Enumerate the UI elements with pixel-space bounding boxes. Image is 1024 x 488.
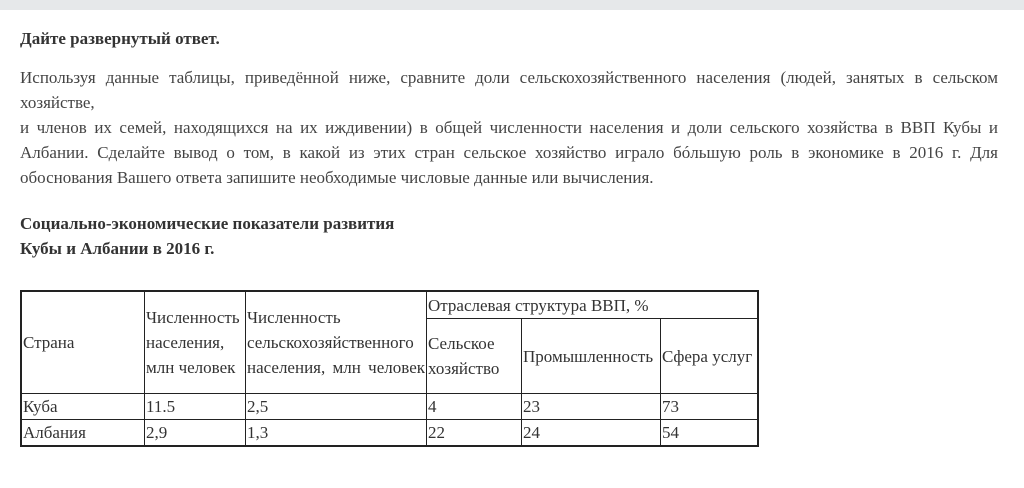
cell-agriculture: 4 (427, 394, 522, 420)
top-bar (0, 0, 1024, 10)
cell-population: 2,9 (145, 420, 246, 447)
table-header-row (21, 291, 758, 319)
table-row (21, 394, 758, 420)
header-population: Численность населения, млн человек (145, 291, 246, 394)
cell-country: Албания (21, 420, 145, 447)
header-agriculture: Сельское хозяйство (427, 319, 522, 394)
task-content (20, 26, 998, 261)
task-paragraph-line-2: и членов их семей, находящихся на их иждивении) в общей численности населения и доли сельского хозяйства в ВВП Кубы и Албании. Сделайте вывод о том, в какой из этих стран сельское хозяйство играло бóльшую роль в экономике в 2016 г. Для обоснования Вашего ответа запишите необходимые числовые данные или вычисления. (20, 118, 998, 187)
indicators-table (20, 290, 759, 447)
cell-industry: 24 (522, 420, 661, 447)
table-caption (20, 211, 998, 261)
header-services: Сфера услуг (661, 319, 759, 394)
cell-agriculture: 22 (427, 420, 522, 447)
task-paragraph-line-1: Используя данные таблицы, приведённой ниже, сравните доли сельскохозяйственного населения (людей, занятых в сельском хозяйстве, (20, 68, 998, 112)
table-caption-line-1: Социально-экономические показатели развития (20, 214, 395, 233)
cell-agri-population: 2,5 (246, 394, 427, 420)
table-caption-line-2: Кубы и Албании в 2016 г. (20, 239, 215, 258)
cell-services: 73 (661, 394, 759, 420)
table-row (21, 420, 758, 447)
cell-industry: 23 (522, 394, 661, 420)
cell-population: 11.5 (145, 394, 246, 420)
header-agri-population: Численность сельскохозяйственного населения, млн человек (246, 291, 427, 394)
cell-country: Куба (21, 394, 145, 420)
cell-services: 54 (661, 420, 759, 447)
task-heading: Дайте развернутый ответ. (20, 29, 220, 48)
header-country: Страна (21, 291, 145, 394)
header-industry: Промышленность (522, 319, 661, 394)
header-gdp-structure: Отраслевая структура ВВП, % (427, 291, 759, 319)
task-paragraph (20, 65, 998, 190)
cell-agri-population: 1,3 (246, 420, 427, 447)
